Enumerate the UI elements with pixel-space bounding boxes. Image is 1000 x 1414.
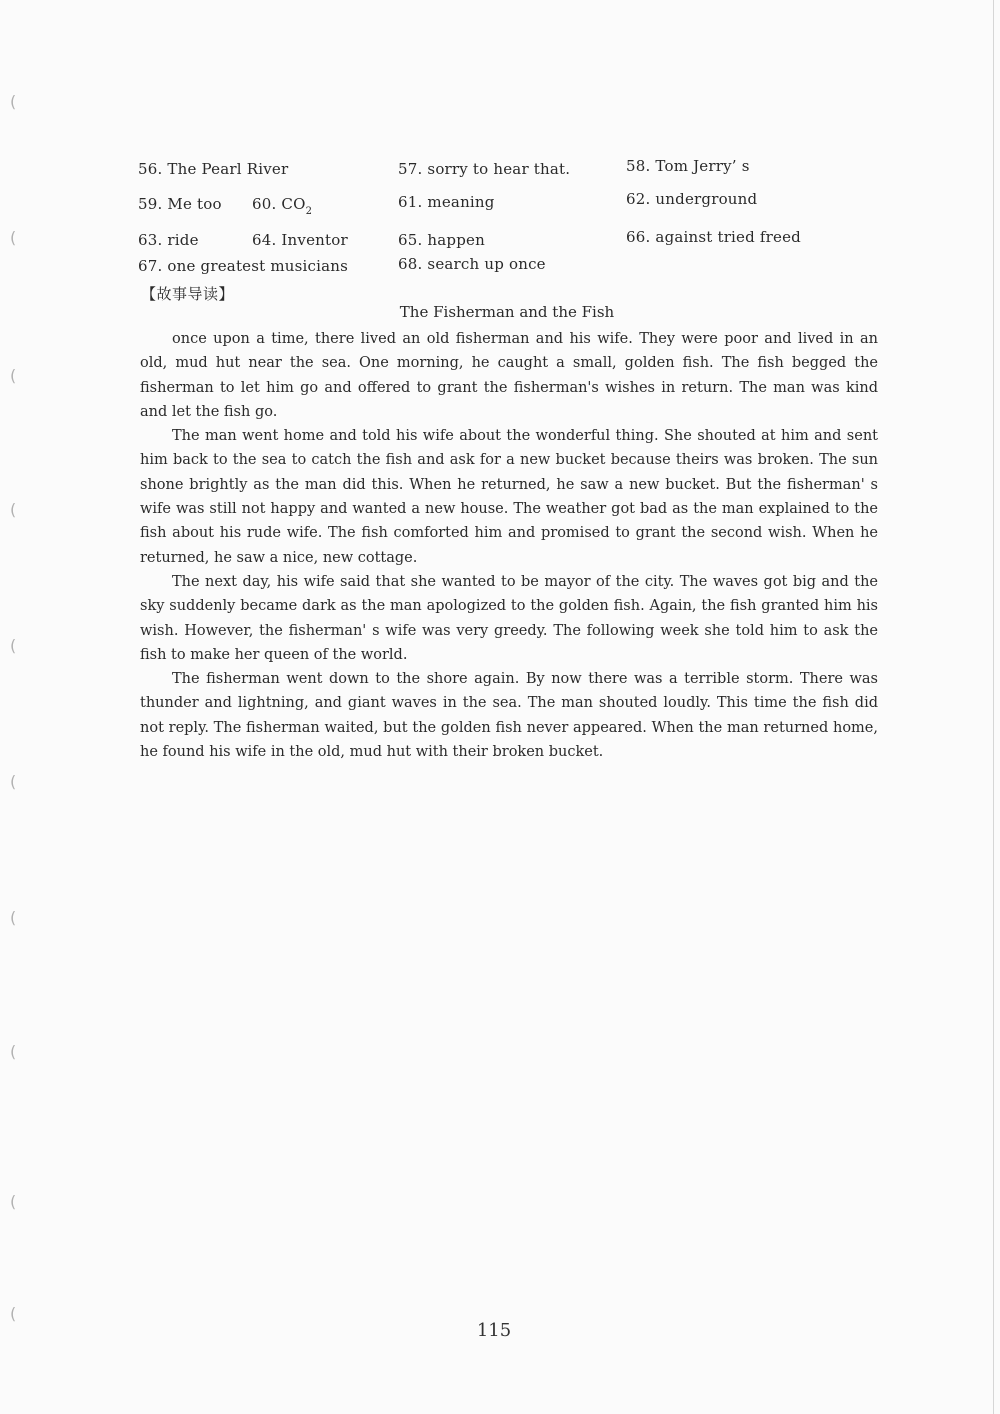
story-paragraph: The next day, his wife said that she wanted to be mayor of the city. The waves got big and the sky suddenly became dark as the man apologized to the golden fish. Again, the fish granted him his wish. However, the fisherman' s wife was very greedy. The following week she told him to ask the fish to make her queen of the world. bbox=[140, 573, 878, 663]
answer-65: 65. happen bbox=[398, 231, 485, 249]
binding-mark: ( bbox=[10, 772, 17, 791]
page-number: 115 bbox=[476, 1320, 512, 1341]
answer-row bbox=[138, 190, 898, 231]
page-edge bbox=[993, 0, 994, 1414]
story-paragraph: once upon a time, there lived an old fisherman and his wife. They were poor and lived in an old, mud hut near the sea. One morning, he caught a small, golden fish. The fish begged the fisherman to let him go and offered to grant the fisherman's wishes in return. The man was kind and let the fish go. bbox=[140, 331, 878, 420]
answer-63: 63. ride bbox=[138, 231, 199, 249]
binding-mark: ( bbox=[10, 366, 17, 385]
answer-key bbox=[138, 157, 898, 283]
answer-60 bbox=[252, 195, 313, 217]
answer-64: 64. Inventor bbox=[252, 231, 348, 249]
answer-68: 68. search up once bbox=[398, 255, 546, 273]
answer-60-text: 60. CO bbox=[252, 195, 306, 213]
binding-mark: ( bbox=[10, 500, 17, 519]
story-paragraph: The fisherman went down to the shore again. By now there was a terrible storm. There was thunder and lightning, and giant waves in the sea. The man shouted loudly. This time the fish did not reply. The fisherman waited, but the golden fish never appeared. When the man returned home, he found his wife in the old, mud hut with their broken bucket. bbox=[140, 671, 878, 761]
story-paragraph: The man went home and told his wife about the wonderful thing. She shouted at him and sent him back to the sea to catch the fish and ask for a new bucket because theirs was broken. The sun shone brightly as the man did this. When he returned, he saw a new bucket. But the fisherman' s wife was still not happy and wanted a new house. The weather got bad as the man explained to the fish about his rude wife. The fish comforted him and promised to grant the second wish. When he returned, he saw a nice, new cottage. bbox=[140, 428, 878, 566]
binding-mark: ( bbox=[10, 228, 17, 247]
binding-mark: ( bbox=[10, 1042, 17, 1061]
answer-57: 57. sorry to hear that. bbox=[398, 160, 571, 178]
co2-subscript: 2 bbox=[305, 206, 313, 217]
answer-59: 59. Me too bbox=[138, 195, 222, 213]
answer-61: 61. meaning bbox=[398, 193, 495, 211]
binding-mark: ( bbox=[10, 92, 17, 111]
story-title: The Fisherman and the Fish bbox=[399, 303, 615, 321]
binding-mark: ( bbox=[10, 1304, 17, 1323]
answer-62: 62. underground bbox=[626, 190, 758, 208]
answer-56: 56. The Pearl River bbox=[138, 160, 289, 178]
answer-row bbox=[138, 228, 898, 257]
binding-mark: ( bbox=[10, 1192, 17, 1211]
binding-hole-marks bbox=[10, 0, 34, 1414]
answer-67: 67. one greatest musicians bbox=[138, 257, 349, 275]
answer-66: 66. against tried freed bbox=[626, 228, 801, 246]
binding-mark: ( bbox=[10, 908, 17, 927]
answer-58: 58. Tom Jerry’ s bbox=[626, 157, 750, 175]
story-body bbox=[140, 327, 878, 764]
section-label: 【故事导读】 bbox=[141, 285, 235, 303]
answer-row bbox=[138, 157, 898, 193]
binding-mark: ( bbox=[10, 636, 17, 655]
answer-row bbox=[138, 257, 898, 283]
